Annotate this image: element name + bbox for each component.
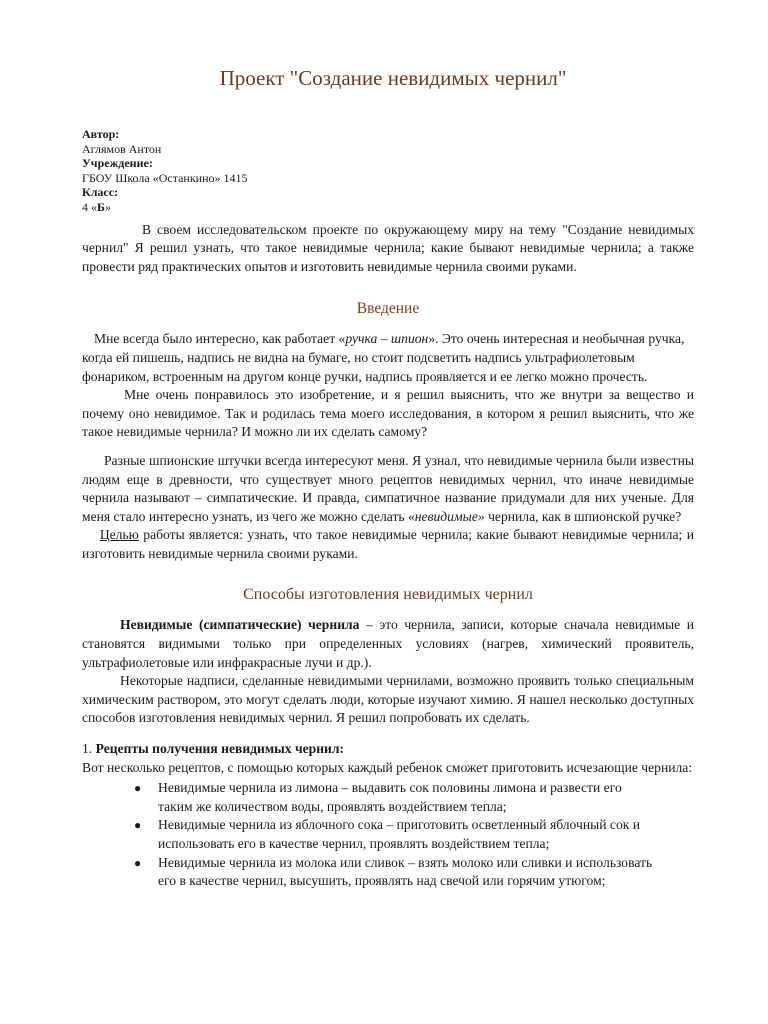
bullet-icon: ● (134, 855, 142, 870)
p3-text-a: Разные шпионские штучки всегда интересуют меня. Я узнал, что невидимые чернила были известны людям еще в древности, что существует много рецептов невидимых чернил, что иначе невидимые чернила называют – симпатические. И правда, симпатичное название придумали для них ученые. Для меня стало интересно узнать, из чего же можно сделать « (82, 452, 694, 524)
recipes-number: 1. (82, 741, 96, 757)
list-item: ● Невидимые чернила из яблочного сока – приготовить осветленный яблочный сок и использовать его в качестве чернил, проявлять воздействием тепла; (134, 817, 641, 851)
definition-text: – это чернила, записи, которые сначала невидимые и становятся видимыми только при определенных условиях (нагрев, химический проявитель, ультрафиолетовые или инфракрасные лучи и др.). (82, 617, 694, 670)
recipes-list (82, 779, 694, 891)
section-heading-methods: Способы изготовления невидимых чернил (243, 586, 533, 604)
p1-emphasis: ручка – шпион (345, 331, 429, 347)
p3-text-b: чернила, как в шпионской ручке? (484, 508, 682, 524)
institution-name: ГБОУ Школа «Останкино» 1415 (82, 170, 248, 185)
definition-term: Невидимые (симпатические) чернила (120, 617, 360, 633)
page-title: Проект "Создание невидимых чернил" (219, 66, 567, 90)
bullet-icon: ● (134, 781, 142, 796)
goal-text: работы является: узнать, что такое невидимые чернила; какие бывают невидимые чернила; и изготовить невидимые чернила своими руками. (82, 527, 694, 561)
list-item: ● Невидимые чернила из лимона – выдавить сок половины лимона и развести его таким же количеством воды, проявлять воздействием тепла; (134, 780, 622, 814)
institution-label: Учреждение: (82, 156, 153, 171)
recipes-intro: Вот несколько рецептов, с помощью которых каждый ребенок сможет приготовить исчезающие чернила: (82, 759, 693, 775)
recipes-heading (82, 740, 694, 759)
methods-paragraph-1 (82, 616, 694, 672)
methods-paragraph-2: Некоторые надписи, сделанные невидимыми чернилами, возможно проявить только специальным химическим раствором, это могут сделать люди, которые изучают химию. Я нашел несколько доступных способов изготовления невидимых чернил. Я решил попробовать их сделать. (82, 673, 694, 726)
recipes-title: Рецепты получения невидимых чернил: (95, 741, 345, 757)
class-letter: Б (97, 199, 105, 214)
author-name: Аглямов Антон (82, 141, 162, 156)
intro-paragraph-1 (82, 330, 694, 386)
section-heading-intro: Введение (356, 300, 420, 318)
p3-emphasis: невидимые» (414, 508, 485, 524)
author-info (82, 127, 694, 215)
goal-underlined: Целью (99, 527, 139, 543)
goal-paragraph (82, 526, 694, 563)
class-prefix: 4 « (82, 199, 97, 214)
intro-paragraph-2: Мне очень понравилось это изобретение, и я решил выяснить, что же внутри за вещество и почему оно невидимое. Так и родилась тема моего исследования, в котором я решил выяснить, что же такое невидимые чернила? И можно ли их сделать самому? (82, 387, 694, 440)
intro-paragraph: В своем исследовательском проекте по окружающему миру на тему "Создание невидимых чернил" Я решил узнать, что такое невидимые чернила; какие бывают невидимые чернила; а также провести ряд практических опытов и изготовить невидимые чернила своими руками. (82, 221, 694, 274)
p1-text-a: Мне всегда было интересно, как работает « (94, 331, 346, 347)
class-suffix: » (104, 199, 111, 214)
intro-paragraph-3 (82, 452, 694, 526)
list-item: ● Невидимые чернила из молока или сливок – взять молоко или сливки и использовать его в качестве чернил, высушить, проявлять над свечой или горячим утюгом; (134, 854, 653, 889)
class-value (82, 200, 694, 215)
p1-text-b: ». Это очень интересная и необычная ручка, когда ей пишешь, надпись не видна на бумаге, но стоит подсветить надпись ультрафиолетовым фонариком, встроенным на другом конце ручки, надпись проявляется и ее легко можно прочесть. (82, 331, 685, 384)
bullet-icon: ● (134, 818, 142, 833)
class-label: Класс: (82, 185, 119, 200)
author-label: Автор: (82, 127, 120, 141)
